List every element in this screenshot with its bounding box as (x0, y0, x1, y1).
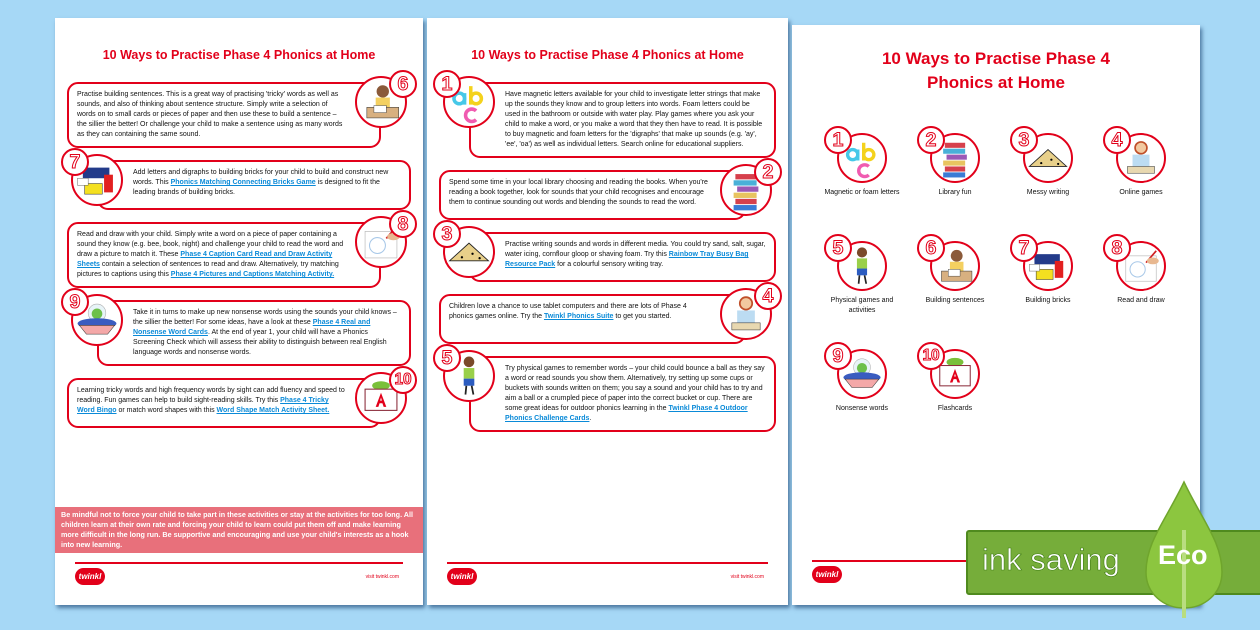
activity-item-10 (67, 371, 412, 428)
activity-text: Spend some time in your local library choosing and reading the books. When you're reading a book together, look for sounds that your child recognises and encourage them to continue sounding out words and blending the sounds to read the word. (449, 179, 708, 206)
cover-title-line-2: Phonics at Home (927, 73, 1065, 92)
activity-item-6 (67, 72, 411, 148)
resource-link[interactable]: Twinkl Phase 4 Outdoor Phonics Challenge Cards (505, 405, 748, 422)
activity-text: contain a selection of sentences to read and draw. Alternatively, try matching pictures to captions using this (77, 261, 339, 278)
overview-label: Magnetic or foam letters (824, 189, 900, 196)
activity-item-2 (439, 160, 776, 220)
document-page-1 (427, 18, 788, 605)
twinkl-logo: twinkl (447, 568, 477, 585)
overview-label: Read and draw (1117, 297, 1165, 304)
activity-text: Practise writing sounds and words in different media. You could try sand, salt, sugar, water icing, cornflour gloop or shaving foam. Try this (505, 241, 766, 258)
activity-item-4 (439, 284, 776, 344)
activity-text: to get you started. (613, 313, 672, 320)
number-badge: 1 (433, 70, 461, 98)
activity-item-5 (439, 346, 776, 432)
number-badge: 5 (433, 344, 461, 372)
activity-item-8 (67, 212, 411, 288)
number-badge: 6 (389, 70, 417, 98)
eco-label: Eco (1158, 540, 1208, 570)
activity-text: for a colourful sensory writing tray. (555, 261, 664, 268)
number-badge: 7 (1010, 234, 1038, 262)
activity-list (439, 70, 776, 432)
number-badge: 10 (389, 366, 417, 394)
resource-link[interactable]: Phonics Matching Connecting Bricks Game (170, 179, 316, 186)
activity-text: is designed to fit the leading brands of building bricks. (133, 179, 380, 196)
number-badge: 5 (824, 234, 852, 262)
activity-text: Read and draw with your child. Simply write a word on a piece of paper containing a sound they know (e.g. bee, book, night) and challenge your child to read the word and draw a picture to match it. These (77, 231, 344, 258)
activity-text: Try physical games to remember words – your child could bounce a ball as they say a word or read sounds you show them. Alternatively, try setting up some cups or buckets with sounds written on them; you say a sound and your child has to try and aim a ball or a crumpled piece of paper into the correct bucket or cup. There are some great ideas for outdoor phonics learning in the (505, 365, 765, 412)
ink-saving-label: ink saving (982, 542, 1120, 577)
overview-label: Physical games and activities (830, 297, 894, 314)
document-page-2 (55, 18, 423, 605)
page-title: 10 Ways to Practise Phase 4 Phonics at Home (471, 48, 744, 62)
resource-link[interactable]: Phase 4 Real and Nonsense Word Cards (133, 319, 371, 336)
resource-link[interactable]: Rainbow Tray Busy Bag Resource Pack (505, 251, 749, 268)
activity-box-5 (469, 356, 776, 432)
activity-text: or match word shapes with this (116, 407, 217, 414)
overview-label: Library fun (938, 189, 972, 196)
visit-link[interactable]: visit twinkl.com (730, 574, 764, 580)
number-badge: 4 (1103, 126, 1131, 154)
number-badge: 2 (917, 126, 945, 154)
resource-link[interactable]: Phase 4 Caption Card Read and Draw Activity Sheets (77, 251, 333, 268)
twinkl-logo: twinkl (812, 566, 842, 583)
number-badge: 7 (61, 148, 89, 176)
document-cover-page (792, 25, 1200, 605)
activity-box-2 (439, 170, 746, 220)
activity-text: Take it in turns to make up new nonsense words using the sounds your child knows – the sillier the better! For some ideas, have a look at these (133, 309, 397, 326)
number-badge: 4 (754, 282, 782, 310)
number-badge: 8 (389, 210, 417, 238)
overview-label: Flashcards (937, 405, 973, 412)
activity-item-7 (67, 150, 411, 210)
number-badge: 6 (917, 234, 945, 262)
resource-link[interactable]: Phase 4 Tricky Word Bingo (77, 397, 329, 414)
visit-link[interactable]: visit twinkl.com (365, 574, 399, 580)
activity-box-6 (67, 82, 381, 148)
number-badge: 1 (824, 126, 852, 154)
activity-box-9 (97, 300, 411, 366)
activity-box-3 (469, 232, 776, 282)
cover-title-line-1: 10 Ways to Practise Phase 4 (881, 49, 1111, 68)
cover-title (792, 47, 1200, 95)
twinkl-logo: twinkl (75, 568, 105, 585)
resource-link[interactable]: Word Shape Match Activity Sheet. (216, 407, 330, 414)
activity-box-1 (469, 82, 776, 158)
overview-label: Online games (1119, 189, 1163, 196)
activity-text: Learning tricky words and high frequency words by sight can add fluency and speed to reading. Fun games can help to build sight-reading skills. Try this (77, 387, 345, 404)
activity-item-1 (439, 72, 776, 158)
activity-item-9 (67, 290, 411, 366)
activity-box-10 (67, 378, 381, 428)
footer-divider (75, 562, 403, 564)
activity-text: Children love a chance to use tablet computers and there are lots of Phase 4 phonics games online. Try the (449, 303, 687, 320)
number-badge: 9 (61, 288, 89, 316)
activity-text: Have magnetic letters available for your child to investigate letter strings that make up the sounds they know and to group letters into words. Foam letters could be used in the bathroom or outside with water play. Play games where you ask your child to make a word, or you make a word that they then have to read. It is possible to buy magnetic and foam letters for the 'digraphs' that make up sounds (e.g. 'ay', 'ee', 'oa') as well as individual letters. Search online for educational suppliers. (505, 91, 763, 148)
number-badge: 8 (1103, 234, 1131, 262)
activity-item-3 (439, 222, 776, 282)
number-badge: 2 (754, 158, 782, 186)
number-badge: 3 (433, 220, 461, 248)
overview-label: Building bricks (1025, 297, 1071, 304)
number-badge: 10 (917, 342, 945, 370)
overview-label: Messy writing (1026, 189, 1070, 196)
resource-link[interactable]: Phase 4 Pictures and Captions Matching Activity. (170, 271, 335, 278)
activity-list (67, 70, 411, 428)
page-title: 10 Ways to Practise Phase 4 Phonics at Home (102, 48, 376, 62)
footer-divider (447, 562, 768, 564)
number-badge: 3 (1010, 126, 1038, 154)
activity-box-4 (439, 294, 746, 344)
overview-label: Nonsense words (835, 405, 889, 412)
activity-box-8 (67, 222, 381, 288)
activity-text: . (589, 415, 592, 422)
activity-text: Add letters and digraphs to building bricks for your child to build and construct new words. This (133, 169, 389, 186)
number-badge: 9 (824, 342, 852, 370)
activity-box-7 (97, 160, 411, 210)
advice-banner: Be mindful not to force your child to take part in these activities or stay at the activities for too long. All children learn at their own rate and forcing your child to learn could put them off and make learning more difficult in the long run. Be supportive and encouraging and use your child's interests as a hook into new learning. (55, 507, 423, 553)
resource-link[interactable]: Twinkl Phonics Suite (543, 313, 614, 320)
overview-label: Building sentences (925, 297, 985, 304)
activity-text: Practise building sentences. This is a great way of practising 'tricky' words as well as sounds, and also of thinking about sentence structure. Simply write a selection of words on to small cards or pieces of paper and then use these to build a sentence – the sillier the better! Or challenge your child to make a sentence using as many words as they can containing the same sound. (77, 91, 343, 138)
activity-text: . At the end of year 1, your child will have a Phonics Screening Check which will assess their ability to distinguish between real English language words and nonsense words. (133, 329, 387, 356)
